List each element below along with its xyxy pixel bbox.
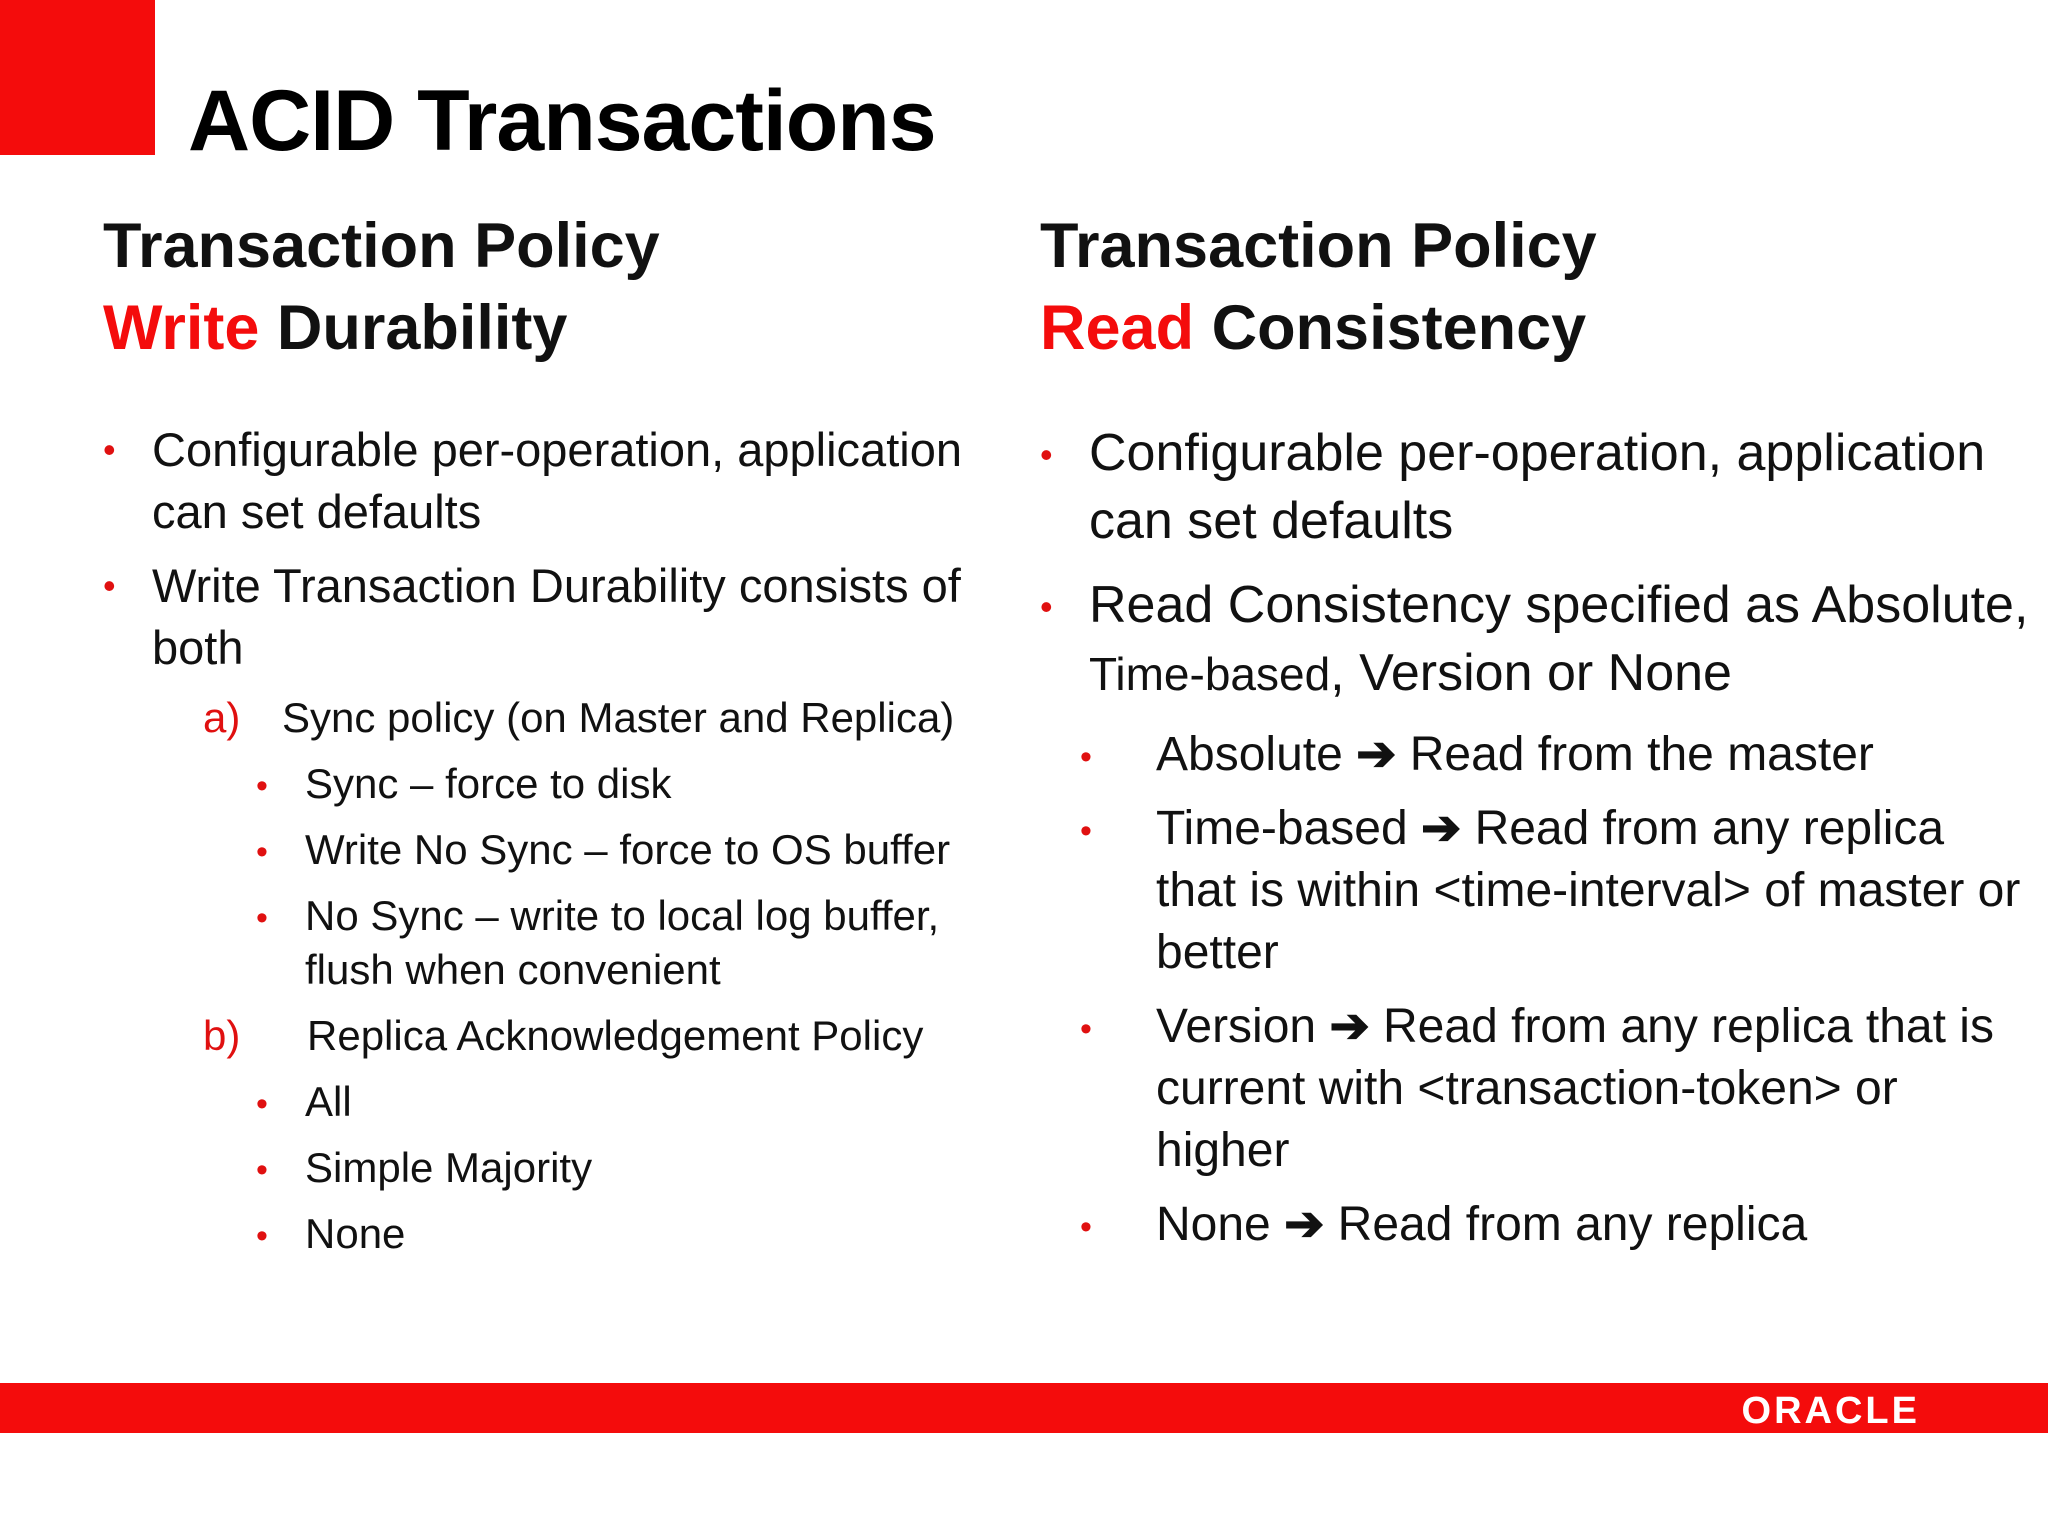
heading-line1: Transaction Policy — [1040, 211, 1597, 281]
bullet-text: Configurable per-operation, application can set defaults — [1089, 424, 1986, 550]
arrow-icon: ➔ — [1329, 1000, 1370, 1053]
write-durability-heading — [103, 205, 1003, 369]
sub-item-a — [203, 691, 1003, 745]
heading-highlight: Write — [103, 293, 260, 363]
list-item — [256, 889, 1003, 997]
list-item — [1080, 798, 2030, 984]
heading-rest: Consistency — [1211, 293, 1587, 363]
arrow-icon: ➔ — [1284, 1198, 1325, 1251]
oracle-logo: ORACLE — [1741, 1390, 1920, 1432]
option-desc: Read from any replica — [1337, 1198, 1808, 1251]
slide-title: ACID Transactions — [188, 73, 936, 169]
ack-policy-options — [256, 1075, 1003, 1261]
bullet-icon: • — [1080, 1208, 1092, 1246]
option-text: Write No Sync – force to OS buffer — [305, 826, 951, 873]
bullet-icon: • — [256, 833, 268, 871]
heading-highlight: Read — [1040, 293, 1195, 363]
arrow-icon: ➔ — [1421, 802, 1462, 855]
write-durability-list — [103, 419, 1003, 679]
bullet-icon: • — [256, 899, 268, 937]
list-item — [1080, 1194, 2030, 1256]
sync-policy-section — [203, 691, 1003, 1261]
bullet-text-suffix: , Version or None — [1330, 644, 1732, 702]
sub-item-b — [203, 1009, 1003, 1063]
heading-line2 — [103, 287, 1003, 369]
bullet-text: Configurable per-operation, application can set defaults — [152, 423, 962, 538]
read-consistency-list — [1040, 419, 2030, 708]
sub-item-text: Sync policy (on Master and Replica) — [282, 694, 955, 741]
heading-line1: Transaction Policy — [103, 211, 660, 281]
list-item — [256, 823, 1003, 877]
list-item — [1040, 571, 2030, 708]
brand-corner-block — [0, 0, 155, 155]
list-letter: a) — [203, 694, 241, 741]
bullet-icon: • — [1080, 1010, 1092, 1048]
read-consistency-heading — [1040, 205, 2030, 369]
bullet-icon: • — [256, 1085, 268, 1123]
list-item — [1080, 996, 2030, 1182]
bullet-text: Write Transaction Durability consists of both — [152, 559, 961, 674]
option-term: Absolute — [1156, 728, 1343, 781]
sync-policy-options — [256, 757, 1003, 997]
list-item — [103, 555, 1003, 679]
option-desc: Read from the master — [1409, 728, 1874, 781]
footer-bar — [0, 1383, 2048, 1433]
write-durability-column — [103, 205, 1003, 1273]
list-item — [256, 1141, 1003, 1195]
option-text: Sync – force to disk — [305, 760, 672, 807]
bullet-icon: • — [1080, 738, 1092, 776]
option-text: None — [305, 1210, 406, 1257]
option-term: Time-based — [1156, 802, 1408, 855]
option-desc: Read from any replica that is current with <transaction-token> or higher — [1156, 1000, 1994, 1177]
list-item — [256, 1207, 1003, 1261]
option-text: Simple Majority — [305, 1144, 593, 1191]
bullet-icon: • — [103, 429, 116, 470]
list-item — [256, 1075, 1003, 1129]
list-item — [103, 419, 1003, 543]
bullet-icon: • — [256, 1217, 268, 1255]
bullet-icon: • — [256, 767, 268, 805]
bullet-icon: • — [1040, 586, 1053, 627]
heading-line2 — [1040, 287, 2030, 369]
bullet-text-small: Time-based — [1089, 648, 1331, 700]
option-term: None — [1156, 1198, 1271, 1251]
option-text: All — [305, 1078, 352, 1125]
list-letter: b) — [203, 1012, 241, 1059]
bullet-icon: • — [256, 1151, 268, 1189]
heading-rest: Durability — [276, 293, 568, 363]
bullet-icon: • — [1080, 812, 1092, 850]
bullet-icon: • — [103, 565, 116, 606]
list-item — [1080, 724, 2030, 786]
option-desc: Read from any replica that is within <time-interval> of master or better — [1156, 802, 2021, 979]
option-term: Version — [1156, 1000, 1317, 1053]
read-consistency-column — [1040, 205, 2030, 1268]
option-text: No Sync – write to local log buffer, flush when convenient — [305, 892, 940, 993]
consistency-options — [1080, 724, 2030, 1256]
arrow-icon: ➔ — [1356, 728, 1397, 781]
list-item — [256, 757, 1003, 811]
bullet-text-prefix: Read Consistency specified as Absolute, — [1089, 576, 2029, 634]
list-item — [1040, 419, 2030, 555]
bullet-icon: • — [1040, 434, 1053, 475]
sub-item-text: Replica Acknowledgement Policy — [307, 1012, 924, 1059]
